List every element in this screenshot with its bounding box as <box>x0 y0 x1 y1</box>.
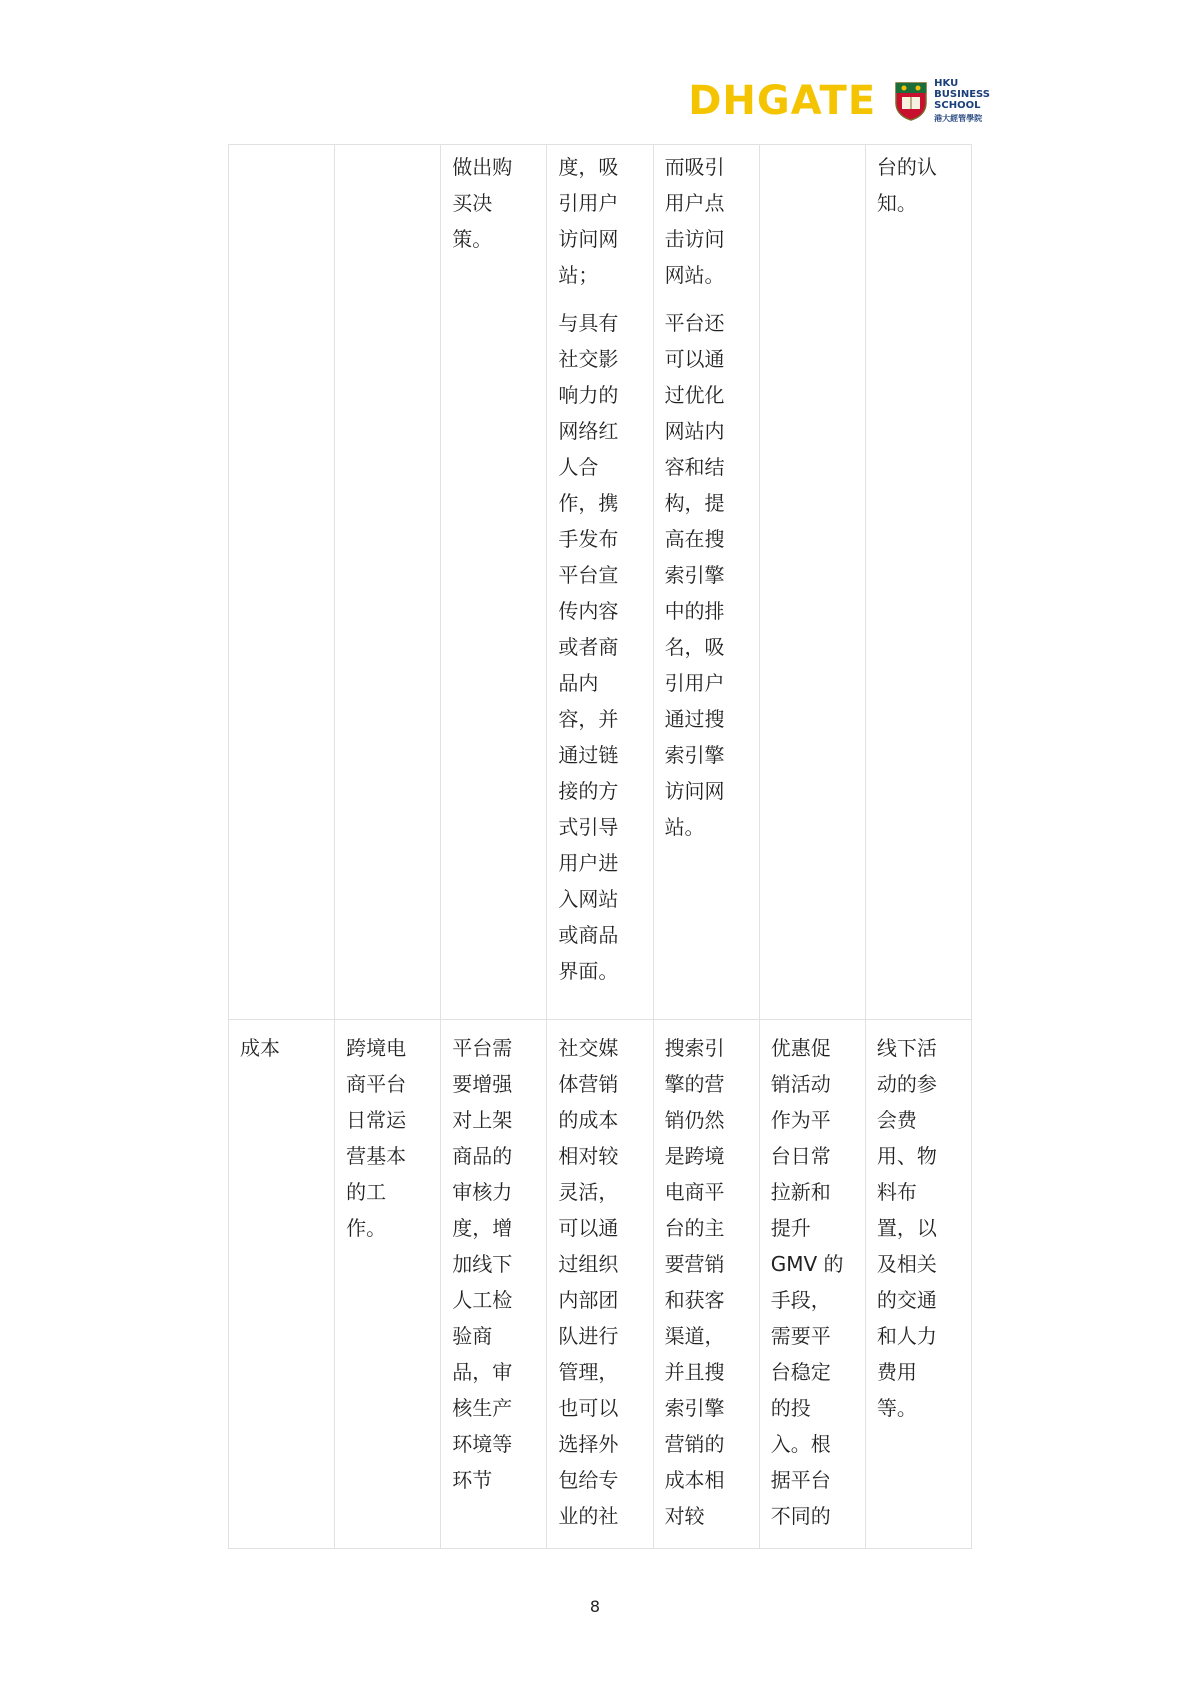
cell-text-line: 访问网 <box>664 779 725 803</box>
cell-text-line: 高在搜 <box>664 527 725 551</box>
cell-text-line: 或者商 <box>558 635 619 659</box>
cell-text-line: 体营销 <box>558 1072 619 1096</box>
cell-paragraph <box>558 149 641 293</box>
cell-text-line: 营基本 <box>346 1144 407 1168</box>
cell-text-line: 过组织 <box>558 1252 619 1276</box>
cell-text-line: 置，以 <box>876 1216 937 1240</box>
cell-text-line: 商平台 <box>346 1072 407 1096</box>
table-cell <box>547 1020 653 1549</box>
cell-text-line: 人工检 <box>452 1288 513 1312</box>
cell-text-line: 选择外 <box>558 1432 619 1456</box>
cell-text-line: 容和结 <box>664 455 725 479</box>
cell-text-line: 的成本 <box>558 1108 619 1132</box>
cell-text-line: 作。 <box>346 1216 387 1240</box>
table-cell <box>547 145 653 1020</box>
cell-text-line: 队进行 <box>558 1324 619 1348</box>
cell-text-line: 要营销 <box>664 1252 725 1276</box>
hku-crest-icon <box>894 81 928 121</box>
cell-text-line: 手段， <box>770 1288 831 1312</box>
cell-text-line: 引用户 <box>558 191 619 215</box>
cell-paragraph <box>877 1030 960 1426</box>
table-cell <box>865 1020 971 1549</box>
cell-text-line: 人合 <box>558 455 599 479</box>
cell-text-line: 并且搜 <box>664 1360 725 1384</box>
cell-text-line: 用户进 <box>558 851 619 875</box>
header-logos <box>688 78 990 124</box>
table-cell <box>441 1020 547 1549</box>
cell-text-line: 和获客 <box>664 1288 725 1312</box>
table-row <box>229 1020 972 1549</box>
cell-text-line: 平台宣 <box>558 563 619 587</box>
table-cell <box>865 145 971 1020</box>
cell-text-line: 不同的 <box>770 1504 831 1528</box>
cell-text-line: 社交媒 <box>558 1036 619 1060</box>
cell-text-line: 式引导 <box>558 815 619 839</box>
cell-text-line: 网站内 <box>664 419 725 443</box>
table-cell <box>441 145 547 1020</box>
cell-text-line: 灵活， <box>558 1180 619 1204</box>
table-cell <box>759 1020 865 1549</box>
cell-text-line: GMV 的 <box>770 1252 844 1276</box>
cell-paragraph <box>877 149 960 221</box>
cell-text-line: 度，增 <box>452 1216 513 1240</box>
cell-text-line: 电商平 <box>664 1180 725 1204</box>
cell-text-line: 提升 <box>770 1216 811 1240</box>
cell-text-line: 过优化 <box>664 383 725 407</box>
cell-text-line: 动的参 <box>876 1072 937 1096</box>
cell-text-line: 拉新和 <box>770 1180 831 1204</box>
cell-paragraph <box>452 149 535 257</box>
cell-paragraph <box>558 305 641 989</box>
cell-text-line: 品，审 <box>452 1360 513 1384</box>
page-number: 8 <box>589 1597 601 1616</box>
cell-text-line: 对上架 <box>452 1108 513 1132</box>
dhgate-logo: DHGATE <box>688 78 877 124</box>
cell-text-line: 线下活 <box>876 1036 937 1060</box>
cell-text-line: 接的方 <box>558 779 619 803</box>
hku-line2: BUSINESS <box>934 89 990 100</box>
cell-text-line: 管理， <box>558 1360 619 1384</box>
cell-text-line: 买决 <box>452 191 493 215</box>
cell-text-line: 用、物 <box>876 1144 937 1168</box>
cell-paragraph <box>240 1030 323 1066</box>
cell-text-line: 访问网 <box>558 227 619 251</box>
cell-text-line: 用户点 <box>664 191 725 215</box>
cell-text-line: 作，携 <box>558 491 619 515</box>
table-cell <box>335 145 441 1020</box>
cell-text-line: 策。 <box>452 227 493 251</box>
cell-text-line: 台日常 <box>770 1144 831 1168</box>
cell-text-line: 环节 <box>452 1468 493 1492</box>
table-cell <box>653 145 759 1020</box>
cell-text-line: 擎的营 <box>664 1072 725 1096</box>
cell-text-line: 是跨境 <box>664 1144 725 1168</box>
cell-text-line: 而吸引 <box>664 155 725 179</box>
cell-text-line: 索引擎 <box>664 1396 725 1420</box>
cell-paragraph <box>346 1030 429 1246</box>
cell-text-line: 平台需 <box>452 1036 513 1060</box>
cell-text-line: 业的社 <box>558 1504 619 1528</box>
cell-text-line: 审核力 <box>452 1180 513 1204</box>
cell-text-line: 品内 <box>558 671 599 695</box>
cell-text-line: 营销的 <box>664 1432 725 1456</box>
cell-text-line: 名，吸 <box>664 635 725 659</box>
cell-text-line: 作为平 <box>770 1108 831 1132</box>
cell-text-line: 通过搜 <box>664 707 725 731</box>
cell-text-line: 验商 <box>452 1324 493 1348</box>
cell-text-line: 优惠促 <box>770 1036 831 1060</box>
table-cell <box>229 1020 335 1549</box>
cell-text-line: 网站。 <box>664 263 725 287</box>
cell-text-line: 包给专 <box>558 1468 619 1492</box>
cell-text-line: 及相关 <box>876 1252 937 1276</box>
cell-text-line: 界面。 <box>558 959 619 983</box>
cell-text-line: 台的主 <box>664 1216 725 1240</box>
cell-text-line: 搜索引 <box>664 1036 725 1060</box>
cell-text-line: 手发布 <box>558 527 619 551</box>
cell-text-line: 台的认 <box>876 155 937 179</box>
cell-text-line: 和人力 <box>876 1324 937 1348</box>
cell-text-line: 销活动 <box>770 1072 831 1096</box>
cell-text-line: 日常运 <box>346 1108 407 1132</box>
table-cell <box>229 145 335 1020</box>
cell-paragraph <box>665 149 748 293</box>
cell-paragraph <box>771 1030 854 1534</box>
comparison-table <box>228 144 972 1549</box>
cell-paragraph <box>452 1030 535 1498</box>
table-cell <box>653 1020 759 1549</box>
cell-text-line: 社交影 <box>558 347 619 371</box>
cell-text-line: 度，吸 <box>558 155 619 179</box>
cell-text-line: 会费 <box>876 1108 917 1132</box>
cell-text-line: 核生产 <box>452 1396 513 1420</box>
cell-text-line: 站。 <box>664 815 705 839</box>
cell-text-line: 中的排 <box>664 599 725 623</box>
cell-text-line: 的工 <box>346 1180 387 1204</box>
cell-text-line: 或商品 <box>558 923 619 947</box>
cell-text-line: 需要平 <box>770 1324 831 1348</box>
cell-text-line: 内部团 <box>558 1288 619 1312</box>
cell-paragraph <box>665 1030 748 1534</box>
cell-text-line: 可以通 <box>558 1216 619 1240</box>
cell-text-line: 站； <box>558 263 599 287</box>
table-row <box>229 145 972 1020</box>
cell-text-line: 相对较 <box>558 1144 619 1168</box>
cell-text-line: 费用 <box>876 1360 917 1384</box>
cell-text-line: 加线下 <box>452 1252 513 1276</box>
cell-text-line: 索引擎 <box>664 563 725 587</box>
cell-text-line: 索引擎 <box>664 743 725 767</box>
cell-text-line: 可以通 <box>664 347 725 371</box>
cell-text-line: 销仍然 <box>664 1108 725 1132</box>
cell-paragraph <box>558 1030 641 1534</box>
cell-text-line: 引用户 <box>664 671 725 695</box>
cell-text-line: 容，并 <box>558 707 619 731</box>
cell-text-line: 渠道， <box>664 1324 725 1348</box>
cell-text-line: 入网站 <box>558 887 619 911</box>
cell-text-line: 平台还 <box>664 311 725 335</box>
cell-text-line: 入。根 <box>770 1432 831 1456</box>
cell-text-line: 做出购 <box>452 155 513 179</box>
hku-line1: HKU <box>934 78 959 89</box>
cell-text-line: 要增强 <box>452 1072 513 1096</box>
hku-business-school-logo <box>894 78 990 124</box>
cell-text-line: 跨境电 <box>346 1036 407 1060</box>
cell-text-line: 环境等 <box>452 1432 513 1456</box>
cell-text-line: 网络红 <box>558 419 619 443</box>
cell-text-line: 料布 <box>876 1180 917 1204</box>
cell-text-line: 对较 <box>664 1504 705 1528</box>
table-cell <box>335 1020 441 1549</box>
cell-text-line: 的投 <box>770 1396 811 1420</box>
cell-text-line: 据平台 <box>770 1468 831 1492</box>
cell-text-line: 台稳定 <box>770 1360 831 1384</box>
cell-text-line: 通过链 <box>558 743 619 767</box>
table-cell <box>759 145 865 1020</box>
cell-text-line: 响力的 <box>558 383 619 407</box>
cell-text-line: 击访问 <box>664 227 725 251</box>
hku-text <box>934 78 990 124</box>
cell-text-line: 构，提 <box>664 491 725 515</box>
cell-text-line: 知。 <box>876 191 917 215</box>
hku-line4: 港大經管學院 <box>934 114 983 123</box>
cell-text-line: 也可以 <box>558 1396 619 1420</box>
cell-text-line: 与具有 <box>558 311 619 335</box>
cell-text-line: 等。 <box>876 1396 917 1420</box>
cell-text-line: 商品的 <box>452 1144 513 1168</box>
cell-text-line: 成本相 <box>664 1468 725 1492</box>
cell-text-line: 的交通 <box>876 1288 937 1312</box>
cell-text-line: 传内容 <box>558 599 619 623</box>
hku-line3: SCHOOL <box>934 100 981 111</box>
cell-text-line: 成本 <box>240 1036 280 1060</box>
cell-paragraph <box>665 305 748 845</box>
